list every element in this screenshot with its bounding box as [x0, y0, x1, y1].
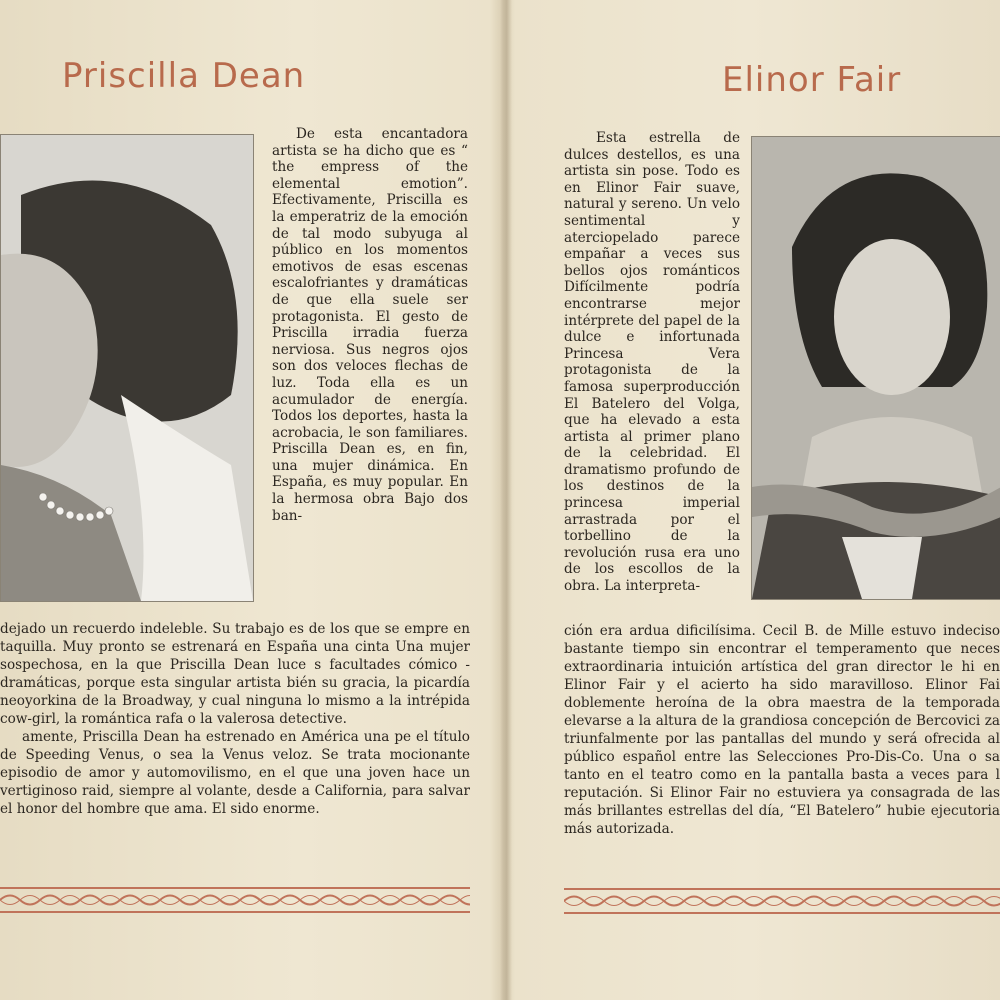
- right-article-continuation: [564, 622, 1000, 838]
- left-article-column: De esta encantadora artista se ha dicho que es “ the empress of the elemental emotion”. Efectivamente, Priscilla es la emperatriz de la emoción de tal modo subyuga al público en los momentos emotivos de esas escenas escalofriantes y dramáticas de que ella suele ser protagonista. El gesto de Priscilla irradia fuerza nerviosa. Sus negros ojos son dos veloces flechas de luz. Toda ella es un acumulador de energía. Todos los deportes, hasta la acrobacia, le son familiares. Priscilla Dean es, en fin, una mujer dinámica. En España, es muy popular. En la hermosa obra Bajo dos ban-: [272, 126, 468, 524]
- left-article-continuation: [0, 620, 470, 818]
- left-page-title: Priscilla Dean: [62, 56, 306, 96]
- portrait-illustration: [1, 135, 253, 601]
- right-article-column: Esta estrella de dulces destellos, es una artista sin pose. Todo es en Elinor Fair suave, natural y sereno. Un velo sentimental y aterciopelado parece empañar a veces sus bellos ojos románticos Difícilmente podría encontrarse mejor intérprete del papel de la dulce e infortunada Princesa Vera protagonista de la famosa superproducción El Batelero del Volga, que ha elevado a esta artista al primer plano de la celebridad. El dramatismo profundo de los destinos de la princesa imperial arrastrada por el torbellino de la revolución rusa era uno de los escollos de la obra. La interpreta-: [564, 130, 740, 595]
- portrait-illustration: [752, 137, 1000, 599]
- left-paragraph-1: dejado un recuerdo indeleble. Su trabajo es de los que se empre en taquilla. Muy pronto se estrenará en España una cinta Una mujer sospechosa, en la que Priscilla Dean luce s facultades cómico - dramáticas, porque esta singular artista bién su gracia, la picardía neoyorkina de la Broadway, y cual ninguna lo mismo a la intrépida cow-girl, la romántica rafa o la valerosa detective.: [0, 621, 470, 727]
- priscilla-dean-portrait: [0, 134, 254, 602]
- right-decorative-border: [564, 886, 1000, 916]
- left-decorative-border: [0, 885, 470, 915]
- elinor-fair-portrait: [751, 136, 1000, 600]
- right-paragraph-1: ción era ardua dificilísima. Cecil B. de Mille estuvo indeciso bastante tiempo sin encontrar el temperamento que neces extraordinaria intuición artística del gran director le hi en Elinor Fair y el acierto ha sido maravilloso. Elinor Fai doblemente heroína de la obra maestra de la temporada elevarse a la altura de la grandiosa concepción de Bercovici za triunfalmente por las pantallas del mundo y será ofrecida al público español entre las Selecciones Pro-Dis-Co. Una o sa tanto en el teatro como en la pantalla basta a veces para l reputación. Si Elinor Fair no estuviera ya consagrada de las más brillantes estrellas del día, “El Batelero” hubie ejecutoria más autorizada.: [564, 623, 1000, 837]
- right-page: [512, 0, 1000, 1000]
- right-page-title: Elinor Fair: [722, 60, 902, 100]
- left-paragraph-2: amente, Priscilla Dean ha estrenado en América una pe el título de Speeding Venus, o sea la Venus veloz. Se trata mocionante episodio de amor y automovilismo, en el que una joven hace un vertiginoso raid, siempre al volante, desde a California, para salvar el honor del hombre que ama. El sido enorme.: [0, 729, 470, 817]
- page-gutter: [500, 0, 512, 1000]
